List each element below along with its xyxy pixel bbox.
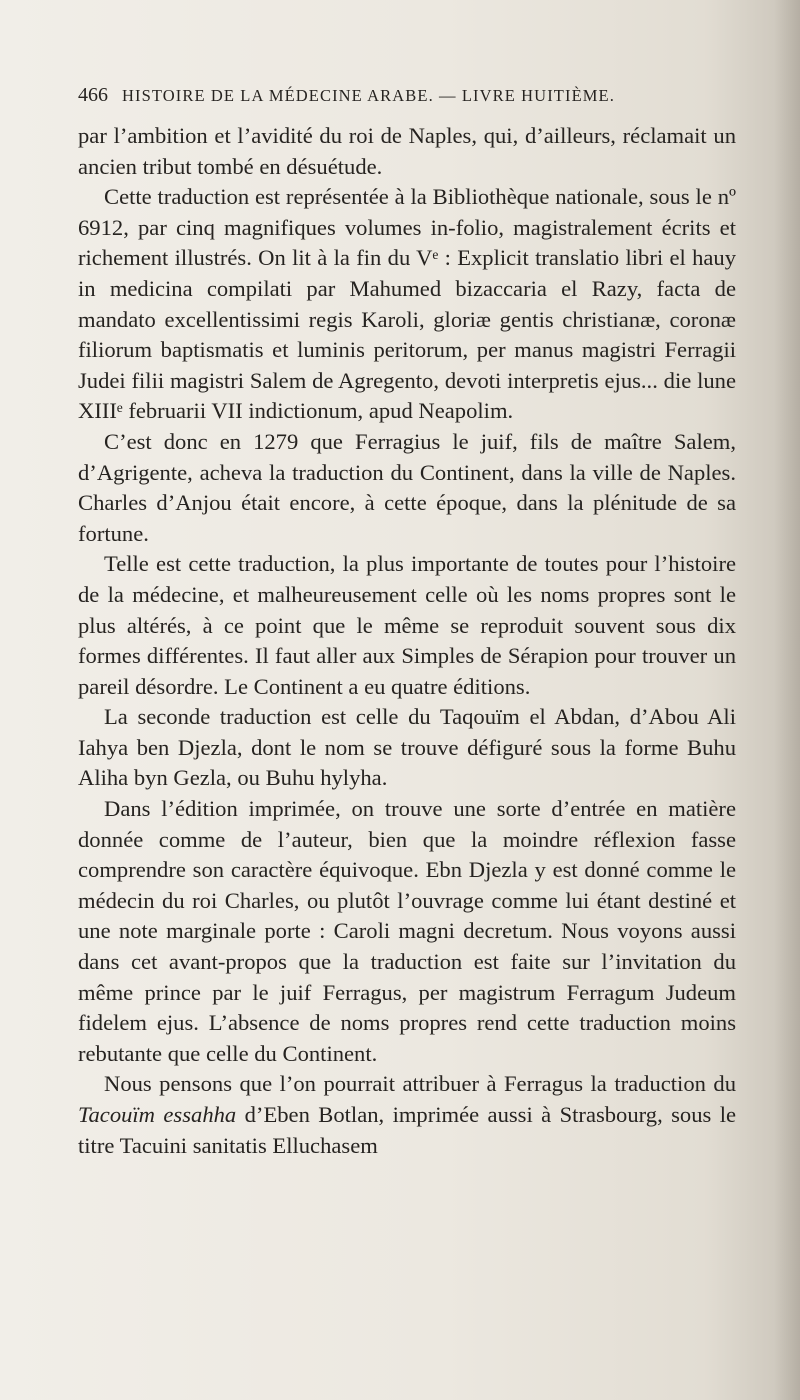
running-head xyxy=(78,84,736,107)
paragraph-7-text-a: Nous pensons que l’on pourrait attribuer à Ferragus la traduction du xyxy=(104,1071,736,1097)
paragraph-7-title-italic: Tacouïm essahha xyxy=(78,1102,237,1127)
paragraph-2: Cette traduction est représentée à la Bibliothèque nationale, sous le nº 6912, par cinq magnifiques volumes in-folio, magistralement écrits et richement illustrés. On lit à la fin du Vᵉ : Explicit translatio libri el hauy in medicina compilati par Mahumed bizaccaria el Razy, facta de mandato excellentissimi regis Karoli, gloriæ gentis christianæ, coronæ filiorum baptismatis et luminis peritorum, per manus magistri Ferragii Judei filii magistri Salem de Agregento, devoti interpretis ejus... die lune XIIIᵉ februarii VII indictionum, apud Neapolim. xyxy=(78,184,736,424)
paragraph-6: Dans l’édition imprimée, on trouve une sorte d’entrée en matière donnée comme de l’auteur, bien que la moindre réflexion fasse comprendre son caractère équivoque. Ebn Djezla y est donné comme le médecin du roi Charles, ou plutôt l’ouvrage comme lui étant destiné et une note marginale porte : Caroli magni decretum. Nous voyons aussi dans cet avant-propos que la traduction est faite sur l’invitation du même prince par le juif Ferragus, per magistrum Ferragum Judeum fidelem ejus. L’absence de noms propres rend cette traduction moins rebutante que celle du Continent. xyxy=(78,796,736,1066)
paragraph-4: Telle est cette traduction, la plus importante de toutes pour l’histoire de la médecine, et malheureusement celle où les noms propres sont le plus altérés, à ce point que le même se reproduit souvent sous dix formes différentes. Il faut aller aux Simples de Sérapion pour trouver un pareil désordre. Le Continent a eu quatre éditions. xyxy=(78,551,736,699)
page-edge-shadow xyxy=(774,0,800,1400)
paragraph-7-text-b: d’Eben Botlan, imprimée aussi à Strasbourg, sous le titre Tacuini sanitatis Elluchasem xyxy=(78,1102,737,1158)
paragraph-1: par l’ambition et l’avidité du roi de Naples, qui, d’ailleurs, réclamait un ancien tribut tombé en désuétude. xyxy=(78,123,736,179)
page-number: 466 xyxy=(78,84,108,106)
paragraph-7 xyxy=(78,1069,736,1161)
running-title: HISTOIRE DE LA MÉDECINE ARABE. — LIVRE HUITIÈME. xyxy=(122,86,615,105)
page-content xyxy=(78,84,736,1161)
paragraph-5: La seconde traduction est celle du Taqouïm el Abdan, d’Abou Ali Iahya ben Djezla, dont le nom se trouve défiguré sous la forme Buhu Aliha byn Gezla, ou Buhu hylyha. xyxy=(78,704,736,791)
paragraph-3: C’est donc en 1279 que Ferragius le juif, fils de maître Salem, d’Agrigente, acheva la traduction du Continent, dans la ville de Naples. Charles d’Anjou était encore, à cette époque, dans la plénitude de sa fortune. xyxy=(78,428,736,546)
